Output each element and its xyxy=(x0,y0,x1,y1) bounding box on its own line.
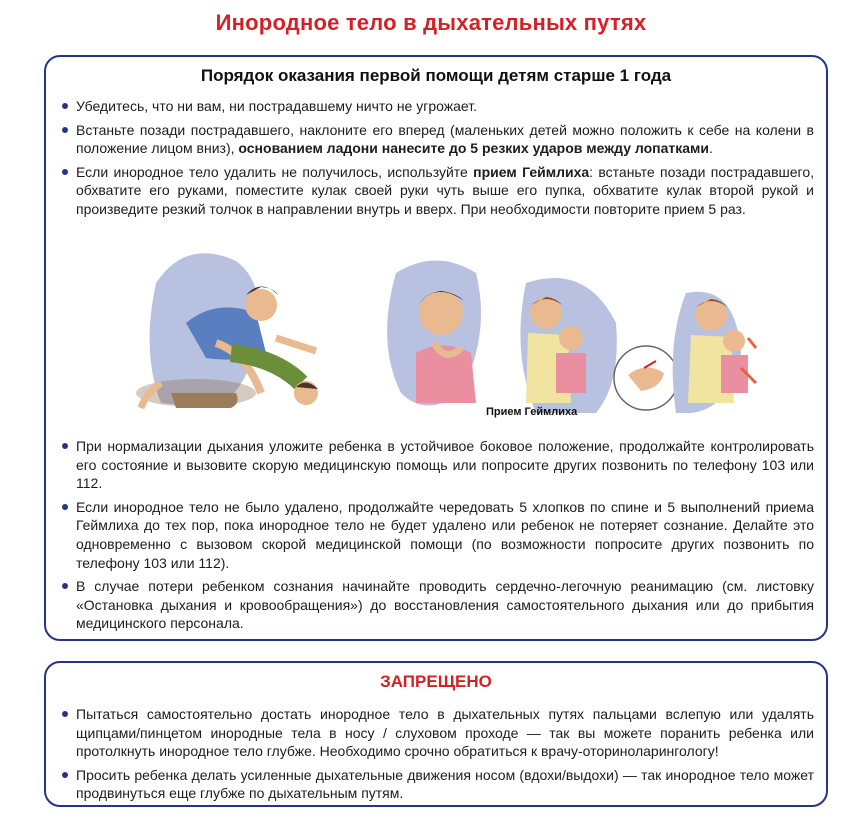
choking-child-illustration xyxy=(387,261,481,406)
list-item: Если инородное тело не было удалено, продолжайте чередовать 5 хлопков по спине и 5 выполнений приема Геймлиха до тех пор, пока инородное тело не будет удалено или ребенок не потеряет сознание. Делайте это одновременно с вызовом скорой медицинской помощи (по возможности попросите других позвонить по телефону 103 или 112). xyxy=(60,498,814,572)
heimlich-illustration xyxy=(520,278,756,413)
illustrations xyxy=(116,243,766,433)
forbidden-heading: ЗАПРЕЩЕНО xyxy=(380,672,492,691)
list-item: Пытаться самостоятельно достать инородное тело в дыхательных путях пальцами вслепую или удалять щипцами/пинцетом инородные тела в носу / слуховом проходе — так вы можете поранить ребенка или протолкнуть инородное тело глубже. Необходимо срочно обратиться к врачу-оториноларингологу! xyxy=(60,705,814,761)
list-item: Просить ребенка делать усиленные дыхательные движения носом (вдохи/выдохи) — так инородное тело может продвинуться еще глубже по дыхательным путям. xyxy=(60,766,814,803)
first-aid-procedure-panel xyxy=(44,55,828,641)
forbidden-panel xyxy=(44,661,828,807)
steps-list-top xyxy=(60,97,814,224)
forbidden-list xyxy=(60,705,814,808)
back-blows-illustration xyxy=(136,253,318,408)
list-item: Встаньте позади пострадавшего, наклоните его вперед (маленьких детей можно положить к себе на колени в положение лицом вниз), основанием ладони нанесите до 5 резких ударов между лопатками. xyxy=(60,121,814,158)
list-item: При нормализации дыхания уложите ребенка в устойчивое боковое положение, продолжайте контролировать его состояние и вызовите скорую медицинскую помощь или попросите других позвонить по телефону 103 или 112. xyxy=(60,437,814,493)
page-title: Инородное тело в дыхательных путях xyxy=(215,10,647,35)
procedure-heading: Порядок оказания первой помощи детям старше 1 года xyxy=(200,66,672,85)
steps-list-bottom xyxy=(60,437,814,638)
list-item: Если инородное тело удалить не получилось, используйте прием Геймлиха: встаньте позади пострадавшего, обхватите его руками, поместите кулак своей руки чуть выше его пупка, обхватите кулак второй рукой и произведите резкий толчок в направлении внутрь и вверх. При необходимости повторите прием 5 раз. xyxy=(60,163,814,219)
list-item: Убедитесь, что ни вам, ни пострадавшему ничто не угрожает. xyxy=(60,97,814,116)
heimlich-caption: Прием Геймлиха xyxy=(486,406,578,418)
list-item: В случае потери ребенком сознания начинайте проводить сердечно-легочную реанимацию (см. листовку «Остановка дыхания и кровообращения») до восстановления самостоятельного дыхания или до прибытия медицинского персонала. xyxy=(60,577,814,633)
